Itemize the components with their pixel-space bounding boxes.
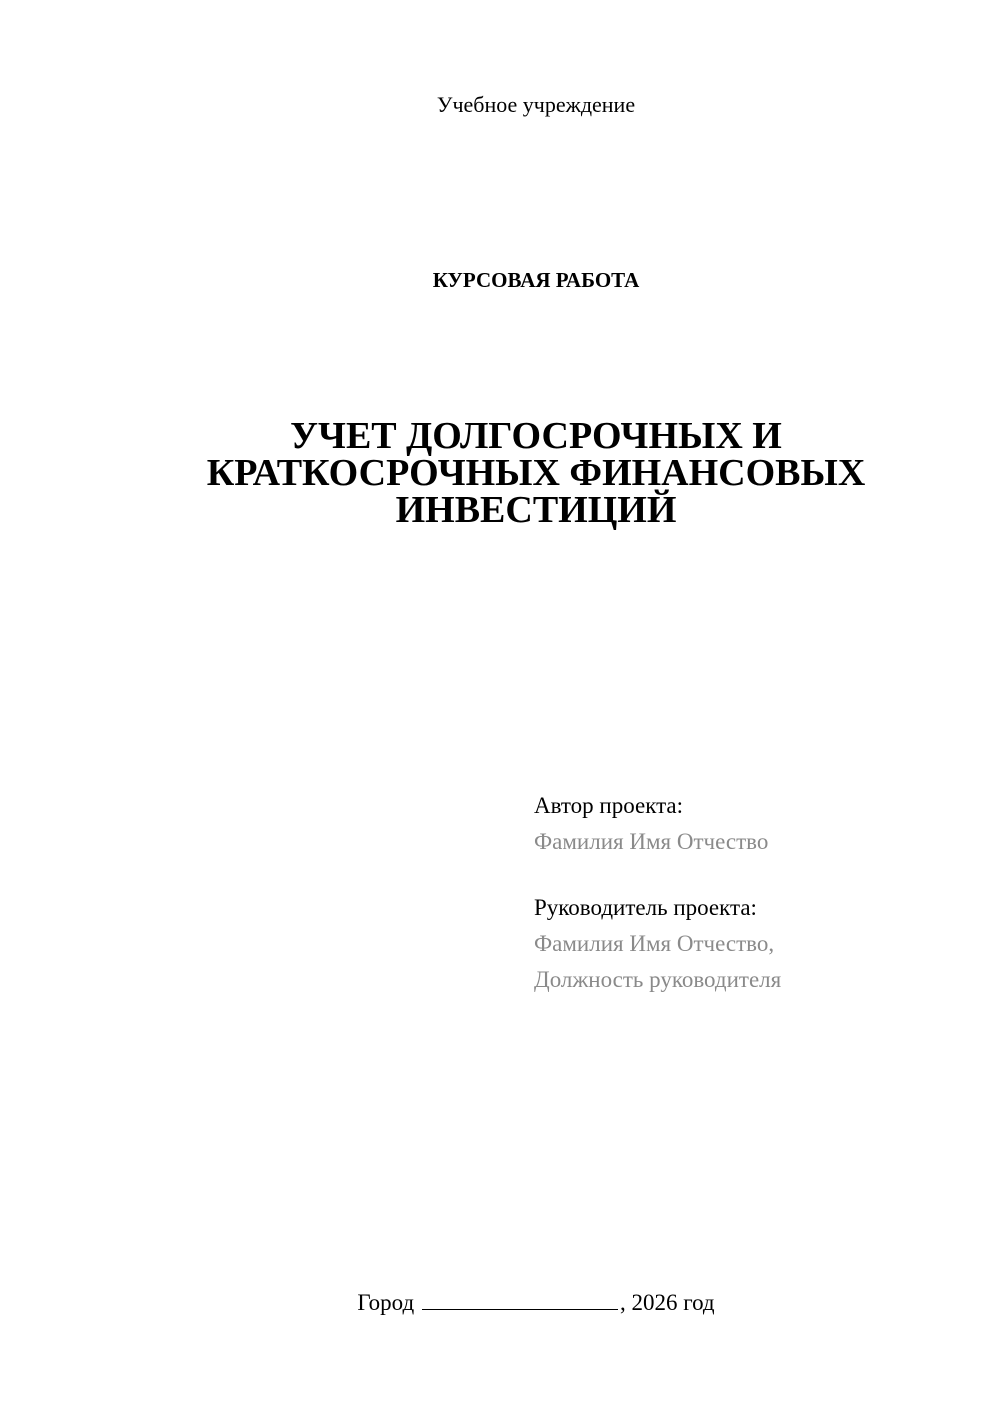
document-title (0, 415, 1000, 531)
title-line: ИНВЕСТИЦИЙ (395, 489, 677, 531)
city-label: Город (357, 1290, 415, 1315)
spacer (534, 860, 954, 890)
city-blank-line (422, 1289, 618, 1310)
supervisor-position: Должность руководителя (534, 967, 782, 992)
author-name: Фамилия Имя Отчество (534, 829, 769, 854)
year-text: , 2026 год (619, 1290, 715, 1315)
institution-name: Учебное учреждение (436, 92, 636, 117)
supervisor-label: Руководитель проекта: (534, 895, 757, 920)
author-label: Автор проекта: (534, 793, 683, 818)
title-line: УЧЕТ ДОЛГОСРОЧНЫХ И (290, 415, 782, 457)
title-line: КРАТКОСРОЧНЫХ ФИНАНСОВЫХ (206, 452, 866, 494)
work-type-heading: КУРСОВАЯ РАБОТА (432, 268, 640, 292)
footer-city-year (0, 1289, 1000, 1316)
authors-block (534, 788, 954, 998)
supervisor-name: Фамилия Имя Отчество, (534, 931, 775, 956)
